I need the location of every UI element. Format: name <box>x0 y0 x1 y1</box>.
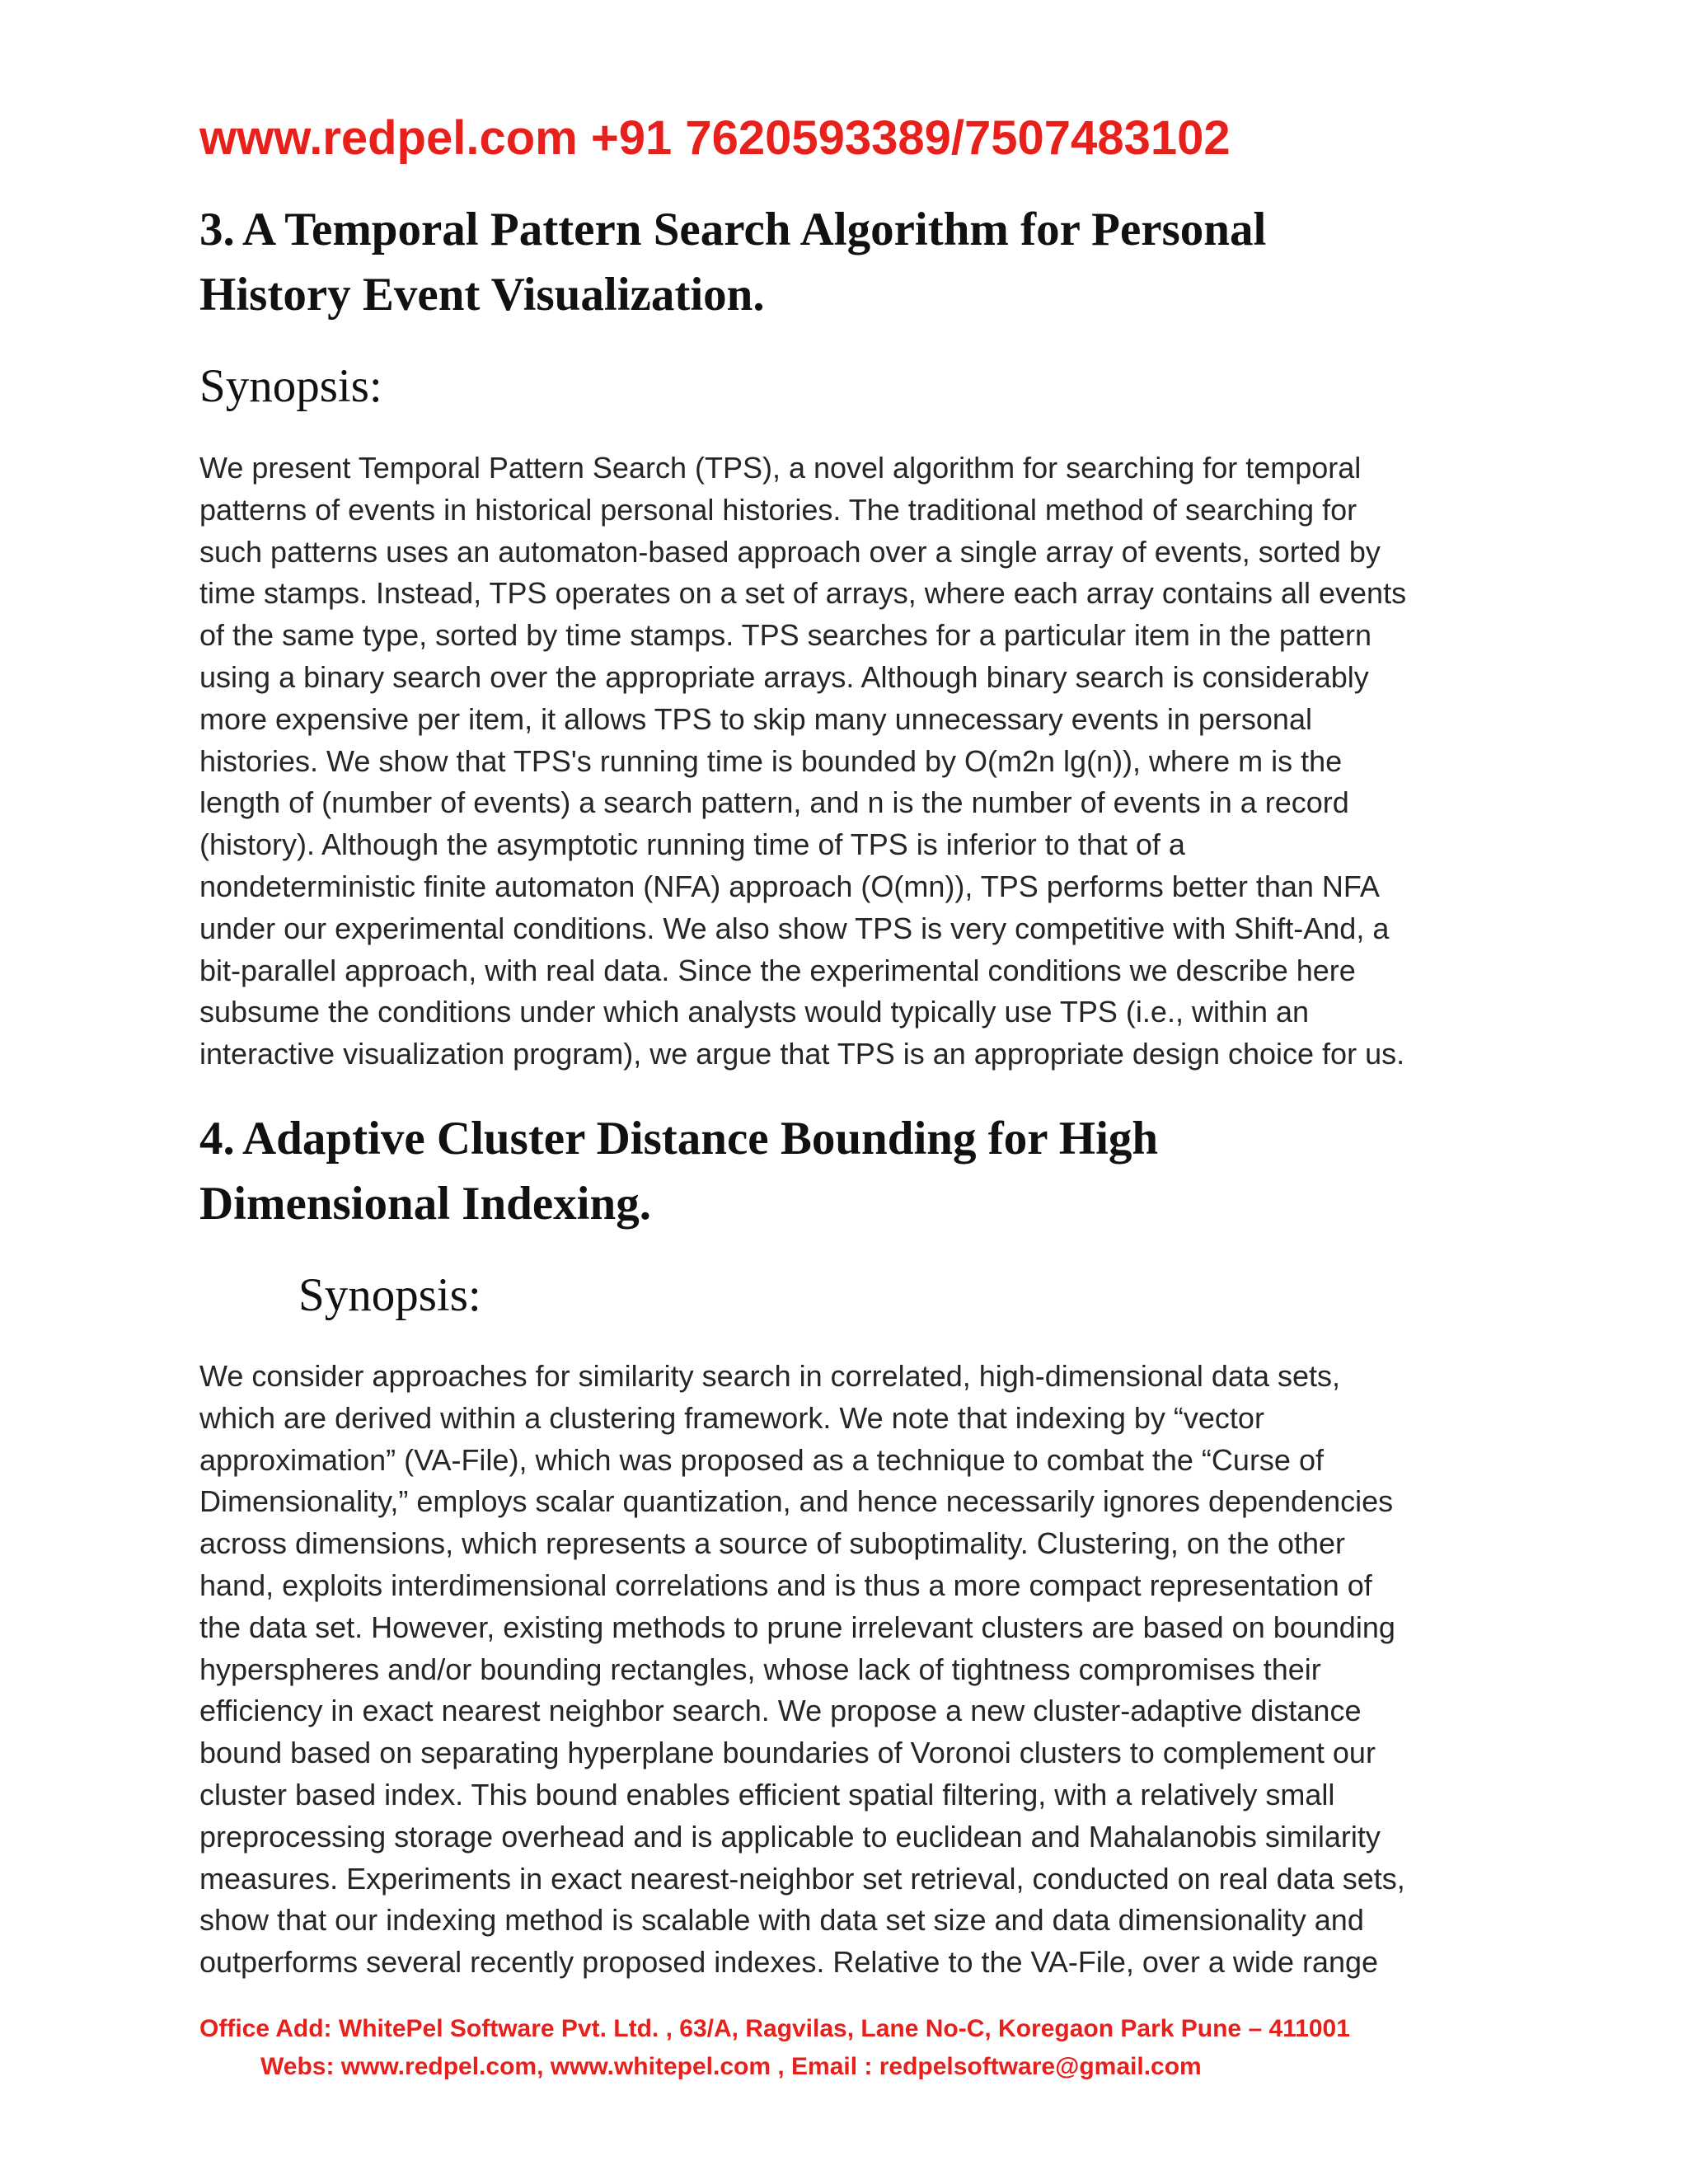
section-4-text-line: preprocessing storage overhead and is applicable to euclidean and Mahalanobis similarity <box>199 1819 1381 1854</box>
footer-webs-email: Webs: www.redpel.com, www.whitepel.com , Email : redpelsoftware@gmail.com <box>260 2053 1202 2080</box>
section-4-text-line: the data set. However, existing methods to prune irrelevant clusters are based on bounding <box>199 1610 1395 1644</box>
section-4-text-line: which are derived within a clustering framework. We note that indexing by “vector <box>199 1400 1264 1435</box>
section-4-title-line-1: Adaptive Cluster Distance Bounding for High <box>242 1113 1159 1165</box>
section-4-text-line: hyperspheres and/or bounding rectangles, whose lack of tightness compromises their <box>199 1652 1321 1686</box>
section-3-title-line-1: A Temporal Pattern Search Algorithm for Personal <box>242 204 1267 255</box>
section-4-text-line: cluster based index. This bound enables efficient spatial filtering, with a relatively small <box>199 1777 1335 1811</box>
section-3-text-line: (history). Although the asymptotic running time of TPS is inferior to that of a <box>199 827 1185 862</box>
section-3-text-line: nondeterministic finite automaton (NFA) approach (O(mn)), TPS performs better than NFA <box>199 869 1380 903</box>
section-3-text-line: histories. We show that TPS's running time is bounded by O(m2n lg(n)), where m is the <box>199 743 1343 778</box>
footer-office-address: Office Add: WhitePel Software Pvt. Ltd. , 63/A, Ragvilas, Lane No-C, Koregaon Park Pune – 411001 <box>199 2015 1350 2042</box>
section-3-synopsis-text <box>199 448 1502 1076</box>
section-3-text-line: interactive visualization program), we argue that TPS is an appropriate design choice for us. <box>199 1037 1405 1071</box>
section-3-text-line: using a binary search over the appropriate arrays. Although binary search is considerably <box>199 659 1369 694</box>
section-3-text-line: subsume the conditions under which analysts would typically use TPS (i.e., within an <box>199 995 1310 1029</box>
section-4-text-line: measures. Experiments in exact nearest-neighbor set retrieval, conducted on real data sets, <box>199 1861 1405 1896</box>
section-3-synopsis-label: Synopsis: <box>199 360 382 412</box>
section-4-text-line: approximation” (VA-File), which was proposed as a technique to combat the “Curse of <box>199 1442 1324 1477</box>
section-3-text-line: time stamps. Instead, TPS operates on a set of arrays, where each array contains all events <box>199 576 1407 611</box>
section-3-text-line: such patterns uses an automaton-based approach over a single array of events, sorted by <box>199 534 1381 569</box>
section-3-text-line: length of (number of events) a search pattern, and n is the number of events in a record <box>199 785 1349 820</box>
section-3-text-line: more expensive per item, it allows TPS to skip many unnecessary events in personal <box>199 701 1312 736</box>
section-4-text-line: We consider approaches for similarity search in correlated, high-dimensional data sets, <box>199 1359 1340 1393</box>
section-4-number: 4. <box>199 1113 235 1165</box>
section-3-text-line: patterns of events in historical personal histories. The traditional method of searching for <box>199 492 1357 527</box>
section-3-text-line: under our experimental conditions. We also show TPS is very competitive with Shift-And, a <box>199 911 1390 945</box>
section-4-text-line: hand, exploits interdimensional correlations and is thus a more compact representation of <box>199 1568 1372 1602</box>
header-contact-line: www.redpel.com +91 7620593389/7507483102 <box>199 111 1231 165</box>
section-4-text-line: bound based on separating hyperplane boundaries of Voronoi clusters to complement our <box>199 1736 1376 1770</box>
section-4-text-line: Dimensionality,” employs scalar quantization, and hence necessarily ignores dependencies <box>199 1484 1394 1519</box>
section-4-synopsis-text <box>199 1356 1502 1984</box>
section-3-text-line: of the same type, sorted by time stamps. TPS searches for a particular item in the pattern <box>199 618 1372 653</box>
section-4-title-line-2: Dimensional Indexing. <box>199 1178 651 1230</box>
section-4-text-line: outperforms several recently proposed indexes. Relative to the VA-File, over a wide range <box>199 1945 1379 1980</box>
section-3-number: 3. <box>199 204 235 255</box>
section-3-text-line: We present Temporal Pattern Search (TPS), a novel algorithm for searching for temporal <box>199 451 1362 485</box>
section-4-text-line: show that our indexing method is scalable with data set size and data dimensionality and <box>199 1903 1364 1938</box>
section-3-title-line-2: History Event Visualization. <box>199 269 765 321</box>
section-4-title <box>199 1106 1518 1236</box>
section-4-text-line: efficiency in exact nearest neighbor search. We propose a new cluster-adaptive distance <box>199 1694 1362 1728</box>
section-3-title <box>199 197 1518 327</box>
section-4-text-line: across dimensions, which represents a source of suboptimality. Clustering, on the other <box>199 1526 1346 1561</box>
section-4-synopsis-label: Synopsis: <box>298 1269 481 1321</box>
section-3-text-line: bit-parallel approach, with real data. Since the experimental conditions we describe here <box>199 953 1356 987</box>
